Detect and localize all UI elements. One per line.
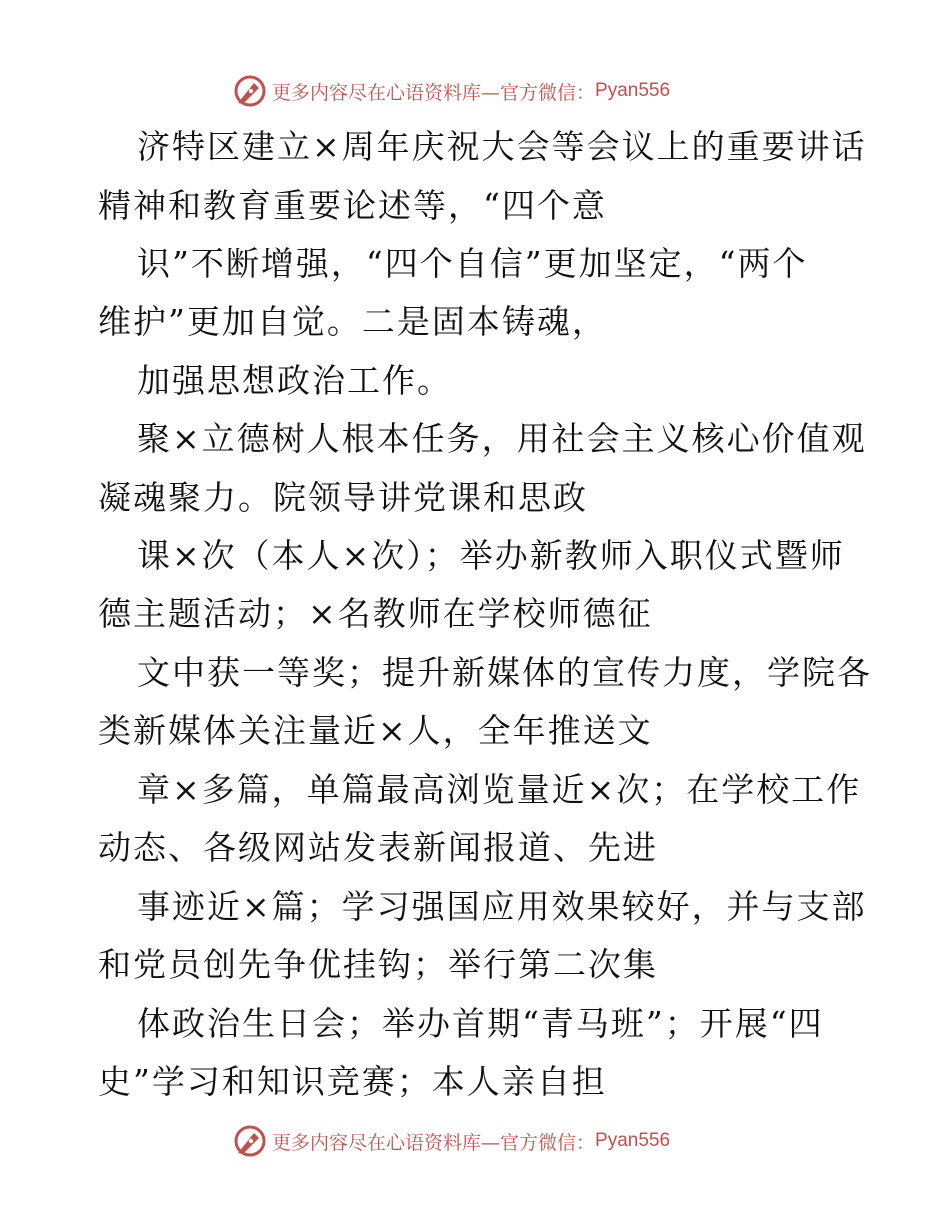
watermark-wechat-id: Pyan556 [595,80,671,101]
text-line: 聚×立德树人根本任务，用社会主义核心价值观 [137,419,867,458]
text-line: 课×次（本人×次）；举办新教师入职仪式暨师 [137,536,845,575]
text-line: 动态、各级网站发表新闻报道、先进 [98,828,658,867]
text-line: 章×多篇，单篇最高浏览量近×次；在学校工作 [137,770,862,809]
text-line: 体政治生日会；举办首期“青马班”；开展“四 [137,1004,824,1043]
watermark-text: 更多内容尽在心语资料库—官方微信： [272,81,596,104]
text-line: 事迹近×篇；学习强国应用效果较好，并与支部 [137,887,867,926]
watermark-text: 更多内容尽在心语资料库—官方微信： [272,1131,596,1154]
pen-nib-circle-icon [232,1123,268,1159]
text-line: 识”不断增强，“四个自信”更加坚定，“两个 [137,244,808,283]
text-line: 加强思想政治工作。 [137,361,452,400]
text-line: 文中获一等奖；提升新媒体的宣传力度，学院各 [137,653,872,692]
watermark-wechat-id: Pyan556 [595,1130,671,1151]
text-line: 史”学习和知识竞赛；本人亲自担 [98,1062,607,1101]
text-line: 维护”更加自觉。二是固本铸魂， [98,302,607,341]
text-line: 精神和教育重要论述等，“四个意 [98,186,607,225]
text-line: 德主题活动；×名教师在学校师德征 [98,594,653,633]
text-line: 凝魂聚力。院领导讲党课和思政 [98,478,588,517]
text-line: 和党员创先争优挂钩；举行第二次集 [98,945,658,984]
header-watermark [232,71,670,111]
text-line: 类新媒体关注量近×人，全年推送文 [98,711,653,750]
footer-watermark [232,1121,670,1161]
text-line: 济特区建立×周年庆祝大会等会议上的重要讲话 [137,127,867,166]
pen-nib-circle-icon [232,73,268,109]
